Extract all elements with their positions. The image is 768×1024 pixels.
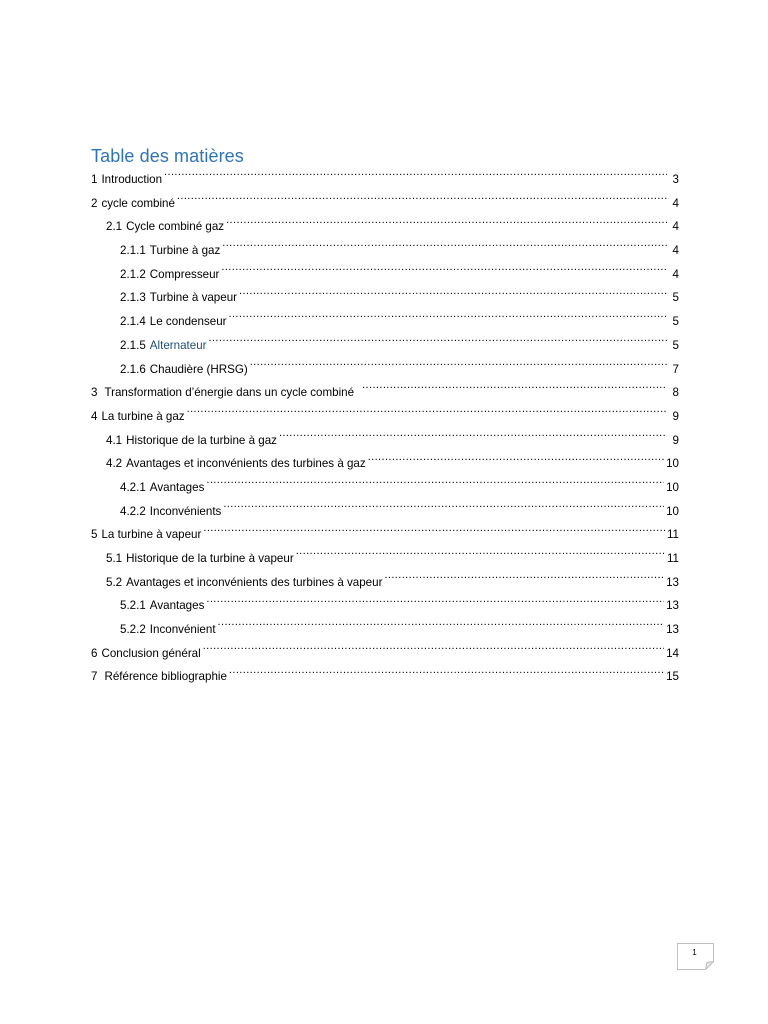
toc-entry-page: 4 [672,220,679,234]
toc-entry-number: 2 [91,196,98,210]
toc-entry-2-1-1[interactable] [91,239,679,263]
dot-leader [209,337,667,349]
toc-entry-label: Conclusion général [101,646,201,660]
toc-entry-page: 10 [666,504,679,518]
dot-leader [226,218,667,230]
toc-entry-page: 10 [666,480,679,494]
toc-entry-number: 2.1.3 [120,291,146,305]
dot-leader [203,526,665,538]
toc-entry-3[interactable] [91,381,679,405]
dot-leader [177,195,667,207]
dot-leader [221,266,667,278]
toc-entry-2-1-5[interactable] [91,334,679,358]
toc-entry-2-1-3[interactable] [91,286,679,310]
toc-entry-5[interactable] [91,523,679,547]
toc-entry-label: Avantages et inconvénients des turbines à gaz [126,457,366,471]
toc-entry-5-1[interactable] [91,547,679,571]
toc-entry-label: Avantages [149,480,205,494]
toc-entry-page: 13 [666,575,679,589]
dot-leader [279,432,667,444]
dot-leader [187,408,667,420]
toc-entry-number: 4.1 [106,433,123,447]
toc-entry-5-2-1[interactable] [91,594,679,618]
toc-entry-number: 6 [91,646,98,660]
dot-leader [229,668,664,680]
toc-entry-number: 2.1 [106,220,123,234]
toc-entry-page: 4 [672,244,679,258]
toc-entry-label: Inconvénient [149,623,216,637]
toc-entry-number: 2.1.4 [120,315,146,329]
toc-entry-label: Le condenseur [149,315,227,329]
toc-entry-number: 2.1.2 [120,267,146,281]
toc-entry-label: Historique de la turbine à vapeur [126,552,294,565]
page-number-badge [677,943,714,970]
toc-entry-number: 5.1 [106,552,123,565]
dot-leader [203,645,664,657]
toc-entry-page: 5 [672,338,679,352]
toc-entry-label: La turbine à gaz [101,409,185,423]
toc-entry-page: 9 [672,433,679,447]
toc-entry-label: La turbine à vapeur [101,528,202,542]
toc-entry-page: 3 [672,173,679,186]
toc-entry-label: Chaudière (HRSG) [149,362,248,376]
toc-entry-page: 4 [672,196,679,210]
toc-entry-5-2-2[interactable] [91,618,679,642]
toc-entry-2-1-4[interactable] [91,310,679,334]
toc-entry-page: 4 [672,267,679,281]
toc-entry-number: 7 [91,670,98,684]
table-of-contents [91,168,679,689]
toc-entry-page: 8 [672,386,679,400]
toc-entry-2-1-6[interactable] [91,358,679,382]
toc-entry-label: Introduction [101,173,163,186]
toc-entry-number: 4 [91,409,98,423]
toc-entry-label: Avantages [149,599,205,613]
dot-leader [362,384,667,396]
dot-leader [250,361,667,373]
toc-entry-label: Turbine à gaz [149,244,221,258]
toc-entry-6[interactable] [91,642,679,666]
toc-entry-page: 11 [666,552,679,565]
dot-leader [368,455,664,467]
toc-entry-number: 2.1.1 [120,244,146,258]
toc-entry-4-2-2[interactable] [91,500,679,524]
toc-entry-number: 2.1.5 [120,338,146,352]
toc-entry-label: cycle combiné [101,196,175,210]
dot-leader [164,171,667,183]
toc-entry-page: 13 [666,599,679,613]
toc-entry-number: 5.2 [106,575,123,589]
toc-entry-number: 3 [91,386,98,400]
toc-entry-page: 10 [666,457,679,471]
toc-entry-label: Turbine à vapeur [149,291,238,305]
toc-entry-page: 9 [672,409,679,423]
toc-entry-label: Référence bibliographie [104,670,227,684]
toc-entry-number: 5 [91,528,98,542]
dot-leader [218,621,665,633]
toc-entry-label: Cycle combiné gaz [126,220,225,234]
toc-entry-label: Inconvénients [149,504,222,518]
dot-leader [222,242,667,254]
toc-entry-number: 5.2.2 [120,623,146,637]
dot-leader [229,313,667,325]
toc-entry-5-2[interactable] [91,571,679,595]
toc-entry-page: 7 [672,362,679,376]
toc-entry-number: 2.1.6 [120,362,146,376]
toc-entry-label: Historique de la turbine à gaz [126,433,277,447]
toc-entry-number: 4.2.1 [120,480,146,494]
toc-entry-2-1[interactable] [91,215,679,239]
dot-leader [223,503,664,515]
toc-entry-page: 15 [666,670,679,684]
toc-entry-page: 5 [672,315,679,329]
toc-entry-page: 14 [666,646,679,660]
toc-entry-1[interactable] [91,168,679,192]
toc-entry-2-1-2[interactable] [91,263,679,287]
dot-leader [206,597,664,609]
toc-entry-number: 4.2.2 [120,504,146,518]
page-number: 1 [692,948,697,957]
toc-entry-page: 11 [666,528,679,542]
dot-leader [206,479,664,491]
toc-entry-label: Alternateur [149,338,207,352]
toc-entry-4-1[interactable] [91,429,679,453]
toc-entry-4-2[interactable] [91,452,679,476]
dot-leader [239,289,667,301]
toc-entry-page: 13 [666,623,679,637]
dot-leader [296,550,665,562]
toc-entry-7[interactable] [91,665,679,689]
toc-entry-page: 5 [672,291,679,305]
toc-title: Table des matières [91,146,244,166]
toc-entry-label: Avantages et inconvénients des turbines à vapeur [126,575,383,589]
toc-entry-label: Compresseur [149,267,220,281]
dot-leader [384,574,664,586]
toc-entry-number: 1 [91,173,98,186]
toc-entry-label: Transformation d’énergie dans un cycle combiné [104,386,355,400]
toc-entry-2[interactable] [91,192,679,216]
toc-entry-number: 5.2.1 [120,599,146,613]
toc-entry-4[interactable] [91,405,679,429]
toc-entry-number: 4.2 [106,457,123,471]
toc-entry-4-2-1[interactable] [91,476,679,500]
